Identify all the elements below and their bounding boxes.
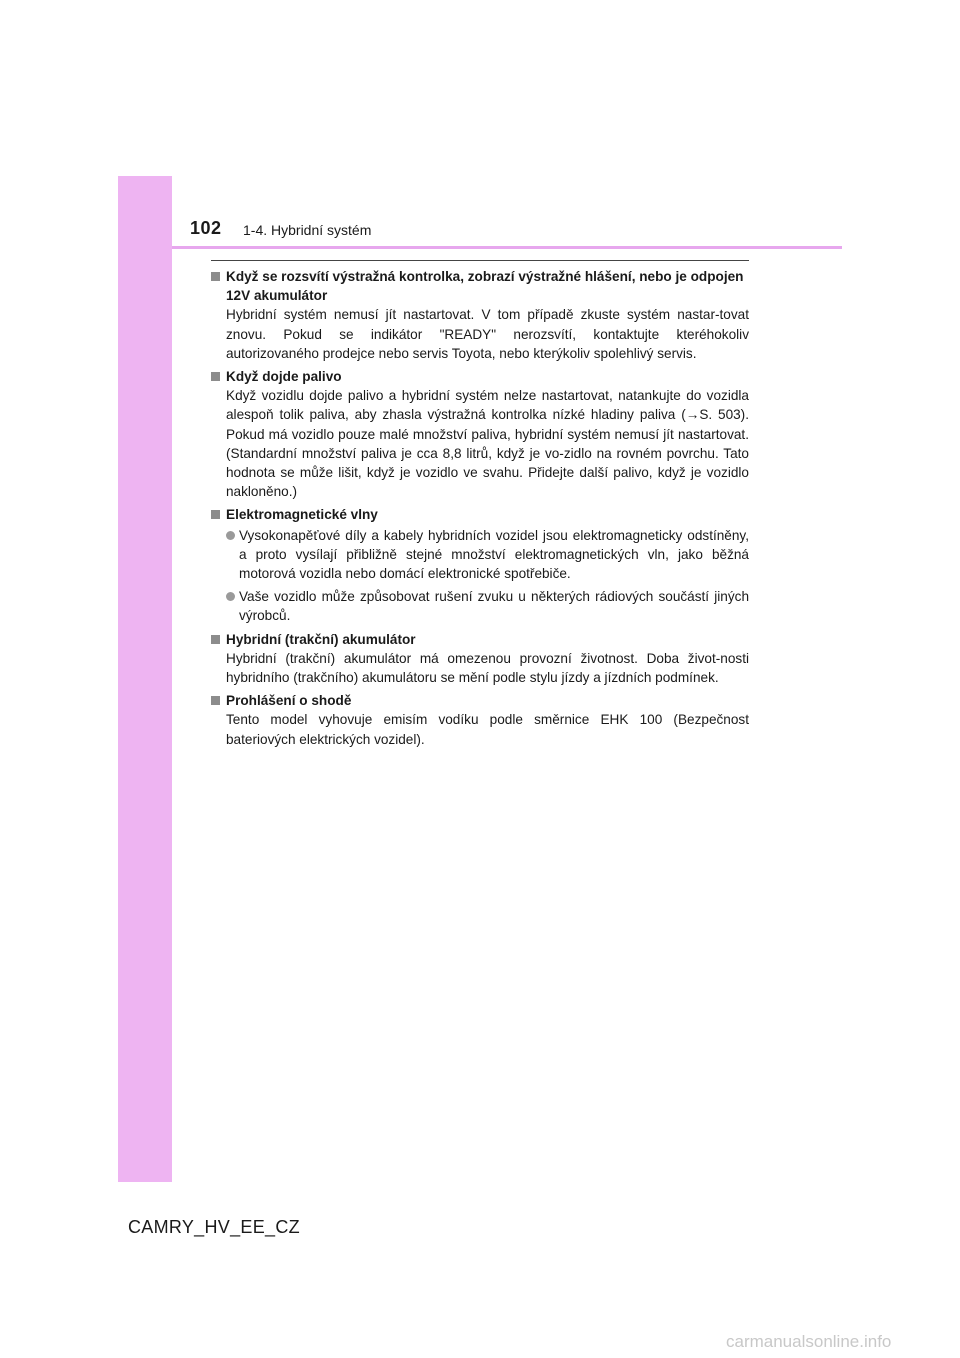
page-content	[211, 267, 749, 753]
square-bullet-icon	[211, 696, 220, 705]
section-traction-battery	[211, 630, 749, 688]
section-heading	[211, 691, 749, 710]
section-heading	[211, 630, 749, 649]
section-body: Hybridní (trakční) akumulátor má omezenou provozní životnost. Doba život-nosti hybridního (trakčního) akumulátoru se mění podle stylu jízdy a jízdních podmínek.	[226, 650, 749, 686]
section-body: Hybridní systém nemusí jít nastartovat. V tom případě zkuste systém nastar-tovat znovu. Pokud se indikátor "READY" nerozsvítí, kontaktujte kteréhokoliv autorizovaného prodejce nebo servis Toyota, nebo kterýkoliv spolehlivý servis.	[226, 307, 749, 361]
model-code: CAMRY_HV_EE_CZ	[128, 1217, 300, 1237]
section-body: Když vozidlu dojde palivo a hybridní systém nelze nastartovat, natankujte do vozidla alespoň tolik paliva, aby zhasla výstražná kontrolka nízké hladiny paliva (→S. 503). Pokud má vozidlo pouze malé množství paliva, hybridní systém nemusí jít nastartovat. (Standardní množství paliva je cca 8,8 litrů, když je vo-zidlo na rovném povrchu. Tato hodnota se může lišit, když je vozidlo ve svahu. Přidejte další palivo, když je vozidlo nakloněno.)	[226, 388, 749, 500]
section-out-of-fuel	[211, 367, 749, 501]
circle-bullet-icon	[226, 592, 235, 601]
section-heading-text: Hybridní (trakční) akumulátor	[226, 631, 416, 647]
section-declaration-of-conformity	[211, 691, 749, 749]
square-bullet-icon	[211, 510, 220, 519]
content-top-rule	[211, 260, 749, 261]
section-heading	[211, 505, 749, 524]
section-heading	[211, 267, 749, 305]
header-divider	[172, 246, 842, 249]
section-electromagnetic-waves	[211, 505, 749, 625]
section-title: 1-4. Hybridní systém	[243, 222, 372, 238]
section-heading	[211, 367, 749, 386]
list-item	[211, 526, 749, 584]
page-number: 102	[190, 218, 222, 238]
list-item-text: Vysokonapěťové díly a kabely hybridních vozidel jsou elektromagneticky odstíněny, a proto vysílají přibližně stejné množství elektromagnetických vln, jako běžná motorová vozidla nebo domácí elektronické spotřebiče.	[239, 527, 749, 582]
section-heading-text: Prohlášení o shodě	[226, 693, 352, 709]
section-warning-light	[211, 267, 749, 363]
section-heading-text: Elektromagnetické vlny	[226, 507, 378, 523]
circle-bullet-icon	[226, 531, 235, 540]
section-heading-text: Když dojde palivo	[226, 369, 342, 385]
square-bullet-icon	[211, 272, 220, 281]
square-bullet-icon	[211, 372, 220, 381]
list-item-text: Vaše vozidlo může způsobovat rušení zvuku u některých rádiových součástí jiných výrobců.	[239, 589, 749, 624]
list-item	[211, 587, 749, 625]
watermark: carmanualsonline.info	[726, 1332, 892, 1351]
section-heading-text: Když se rozsvítí výstražná kontrolka, zobrazí výstražné hlášení, nebo je odpojen 12V akumulátor	[226, 269, 744, 304]
chapter-tab-sidebar	[118, 176, 172, 1182]
square-bullet-icon	[211, 635, 220, 644]
section-body: Tento model vyhovuje emisím vodíku podle směrnice EHK 100 (Bezpečnost bateriových elektrických vozidel).	[226, 712, 749, 747]
